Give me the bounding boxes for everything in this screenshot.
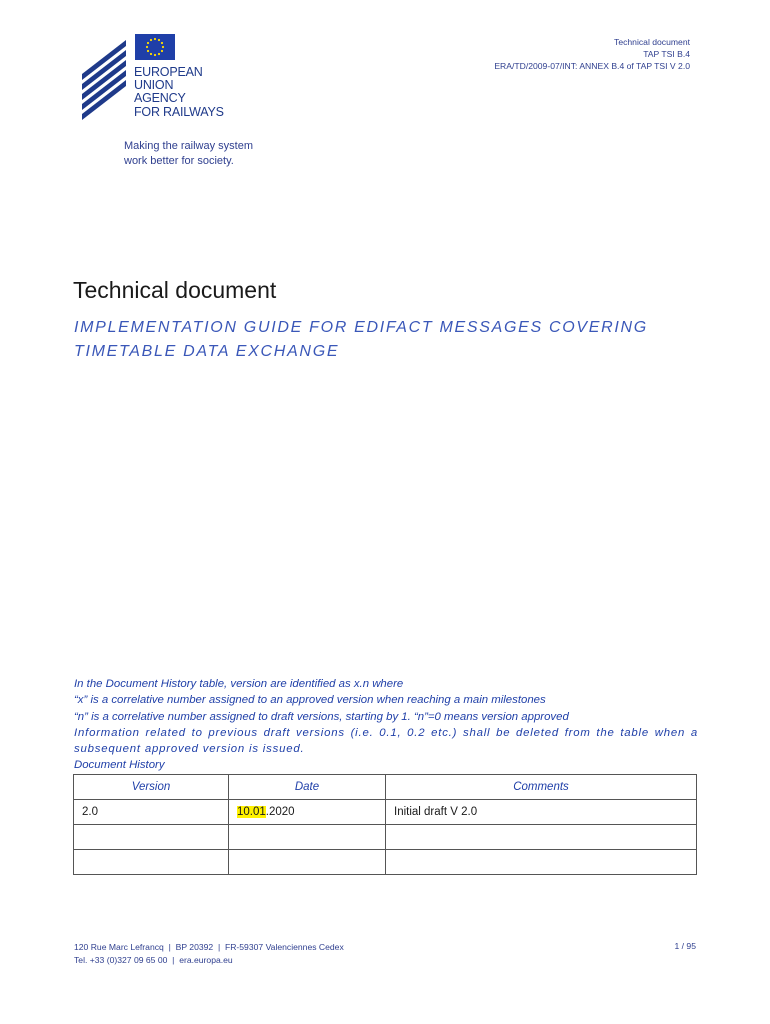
column-header-comments: Comments	[386, 775, 697, 800]
agency-tagline	[124, 139, 253, 169]
header-annex-reference: ERA/TD/2009-07/INT: ANNEX B.4 of TAP TSI V 2.0	[494, 61, 690, 71]
tagline-line: work better for society.	[124, 155, 234, 167]
empty-cell	[229, 825, 386, 850]
date-highlighted: 10.01	[237, 806, 266, 818]
table-row	[74, 825, 697, 850]
empty-cell	[74, 825, 229, 850]
eu-flag-icon	[135, 34, 175, 60]
document-header	[494, 36, 690, 72]
header-reference: TAP TSI B.4	[643, 49, 690, 59]
footer-contact: Tel. +33 (0)327 09 65 00 | era.europa.eu	[74, 955, 233, 965]
tagline-line: Making the railway system	[124, 140, 253, 152]
document-subtitle	[74, 316, 714, 364]
document-history-table	[73, 774, 697, 875]
agency-name-line: FOR RAILWAYS	[134, 104, 224, 119]
page-footer	[74, 941, 344, 967]
agency-name-line: UNION	[134, 78, 174, 93]
comments-cell: Initial draft V 2.0	[386, 800, 697, 825]
empty-cell	[386, 825, 697, 850]
footer-address: 120 Rue Marc Lefrancq | BP 20392 | FR-59307 Valenciennes Cedex	[74, 942, 344, 952]
column-header-version: Version	[74, 775, 229, 800]
agency-name-line: EUROPEAN	[134, 65, 203, 79]
document-title: Technical document	[73, 277, 277, 303]
agency-name-line: AGENCY	[134, 91, 186, 106]
document-history-heading: Document History	[74, 759, 165, 772]
notes-draft-info: Information related to previous draft versions (i.e. 0.1, 0.2 etc.) shall be deleted from the table when a subsequent approved version is issued.	[74, 726, 698, 756]
header-doc-type: Technical document	[614, 37, 690, 47]
subtitle-line: TIMETABLE DATA EXCHANGE	[74, 343, 340, 360]
notes-x-definition: “x” is a correlative number assigned to an approved version when reaching a main milestones	[74, 694, 546, 707]
date-rest: .2020	[265, 806, 295, 818]
empty-cell	[386, 850, 697, 875]
notes-intro: In the Document History table, version are identified as x.n where	[74, 678, 404, 690]
table-header-row	[74, 775, 697, 800]
notes-n-definition: “n” is a correlative number assigned to draft versions, starting by 1. “n”=0 means version approved	[74, 710, 569, 723]
version-notes	[74, 676, 698, 774]
empty-cell	[229, 850, 386, 875]
table-row	[74, 800, 697, 825]
page-number: 1 / 95	[674, 941, 696, 951]
agency-name	[134, 66, 224, 119]
date-cell	[229, 800, 386, 825]
version-cell: 2.0	[74, 800, 229, 825]
rail-stripes-icon	[82, 40, 126, 120]
table-row	[74, 850, 697, 875]
column-header-date: Date	[229, 775, 386, 800]
empty-cell	[74, 850, 229, 875]
subtitle-line: IMPLEMENTATION GUIDE FOR EDIFACT MESSAGES COVERING	[74, 319, 648, 336]
